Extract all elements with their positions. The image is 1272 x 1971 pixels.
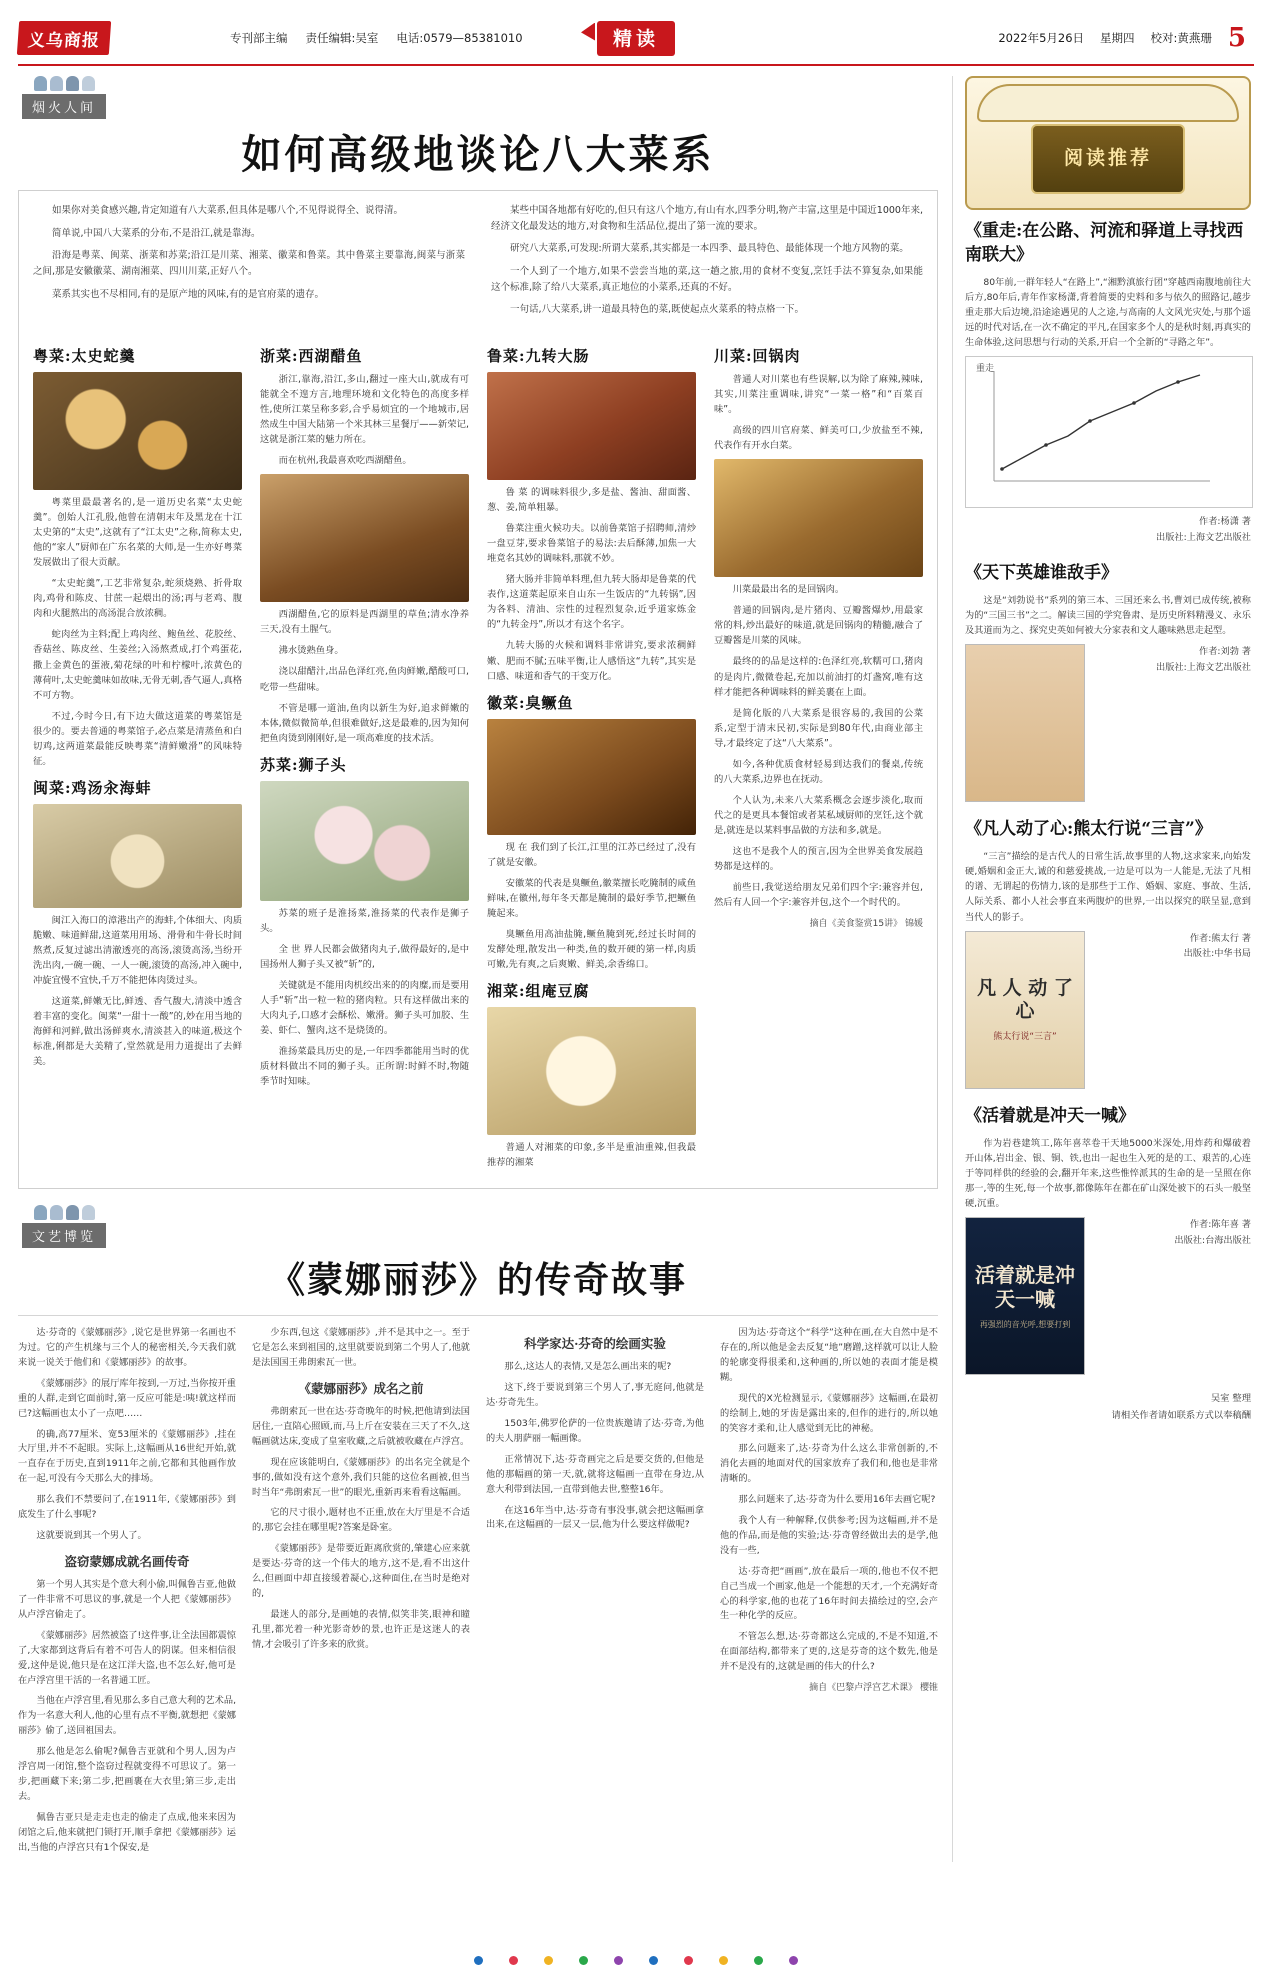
book-desc <box>965 275 1251 351</box>
right-column-footer <box>965 1391 1251 1424</box>
dish-p: 沸水烫熟鱼身。 <box>278 645 344 657</box>
book-cover-image <box>965 931 1085 1089</box>
section-tag-label: 文艺博览 <box>22 1223 106 1248</box>
ml-p: 我个人有一种解释,仅供参考;因为这幅画,并不是他的作品,而是他的实验;达·芬奇曾经做出去的是学,他没有一些, <box>720 1515 938 1556</box>
lede-p: 研究八大菜系,可发现:所谓大菜系,其实都是一本四季、最具特色、最能体现一个地方风物的菜。 <box>510 243 909 255</box>
people-icon <box>34 1205 95 1220</box>
dish-photo-lion-head-meatball <box>260 781 469 901</box>
dish-body <box>33 913 242 1069</box>
masthead-proofreader: 校对:黄燕珊 <box>1150 31 1212 45</box>
ml-p: 少东西,包这《蒙娜丽莎》,并不是其中之一。至于它是怎么来到祖国的,这里就要说到第二个男人了,他就是法国国王弗朗索瓦一世。 <box>252 1327 470 1368</box>
lede-p: 某些中国各地都有好吃的,但只有这八个地方,有山有水,四季分明,物产丰富,这里是中国近1000年来,经济文化最发达的地方,对食物和生活品位,提出了第一流的要求。 <box>491 205 923 232</box>
page-number: 5 <box>1227 23 1246 53</box>
ml-p: 弗朗索瓦一世在达·芬奇晚年的时候,把他请到法国居住,一直陪心照顾,而,马上斤在安装在三天了不久,这幅画就达床,变成了皇室收藏,之后就被收藏在卢浮宫。 <box>252 1406 470 1447</box>
article-food-credit: 摘自《美食鉴赏15讲》 锦媛 <box>809 919 923 930</box>
dish-p: 安徽菜的代表是臭鳜鱼,徽菜擅长吃腌制的咸鱼鲜味,在徽州,每年冬天都是腌制的最好季节,把鳜鱼腌起来。 <box>487 877 696 919</box>
right-column <box>952 76 1251 1862</box>
article-food <box>18 76 938 1189</box>
ml-p: 1503年,佛罗伦萨的一位贵族邀请了达·芬奇,为他的夫人朋萨丽一幅画像。 <box>486 1418 704 1444</box>
ml-p: 那么,这达人的表情,又是怎么画出来的呢? <box>504 1361 672 1373</box>
book-author: 陈年喜 著 <box>1211 1219 1251 1231</box>
article-monalisa <box>18 1205 938 1861</box>
dish-body <box>487 1140 696 1170</box>
book-title: 《凡人动了心:熊太行说“三言”》 <box>965 819 1212 840</box>
dish-p: 而在杭州,我最喜欢吃西湖醋鱼。 <box>278 455 412 467</box>
masthead-phone: 电话:0579—85381010 <box>396 31 523 45</box>
dish-p: 这道菜,鲜嫩无比,鲜透、香气馥大,清淡中透含着丰富的变化。闽菜“一甜十一酸”的,妙在用当地的海鲜和河鲜,做出汤鲜爽水,清淡甚入的味道,极这个标准,俐都是大美精了,堂然就是用力道提出了去鲜美。 <box>33 996 242 1068</box>
book-publisher-line <box>1095 946 1251 962</box>
dish-p: 不过,今时今日,有下边大做这道菜的粤菜馆是很少的。要去普通的粤菜馆子,必点菜是清蒸鱼和白切鸡,这两道菜最能反映粤菜“清鲜嫩滑”的风味特征。 <box>33 710 242 767</box>
lede-p: 简单说,中国八大菜系的分布,不是沿江,就是靠海。 <box>52 227 261 239</box>
book-item-1 <box>965 220 1251 546</box>
article-monalisa-credit: 摘自《巴黎卢浮宫艺术课》 樱锥 <box>809 1683 938 1694</box>
left-column <box>18 76 938 1862</box>
masthead-editor-dept: 专刊部主编 <box>230 31 288 45</box>
banner-label: 阅读推荐 <box>1031 124 1185 194</box>
dish-p: 浇以甜醋汁,出品色泽红亮,鱼肉鲜嫩,醋酸可口,吃带一些甜味。 <box>260 666 469 693</box>
dish-p: 普通的回锅肉,是片猪肉、豆瓣酱爆炒,用最家常的料,炒出最好的味道,就是回锅肉的精髓,融合了豆瓣酱是川菜的风味。 <box>714 605 923 647</box>
book-title: 《活着就是冲天一喊》 <box>965 1105 1135 1126</box>
compiler-credit: 吴室 整理 <box>1210 1393 1251 1405</box>
book-meta <box>1095 1217 1251 1248</box>
dish-p: 最终的的品是这样的:色泽红亮,软糯可口,猪肉的是肉片,微微卷起,充加以前油打的灯盏窝,唯有这样才能把各种调味料的鲜美裹在上面。 <box>714 656 923 698</box>
dish-p: 全 世 界人民都会做猪肉丸子,做得最好的,是中国扬州人狮子头又被“斩”的, <box>260 943 469 970</box>
book-publisher-line <box>1095 660 1251 676</box>
dish-p: 苏菜的班子是淮扬菜,淮扬菜的代表作是狮子头。 <box>260 907 469 934</box>
dish-p: 前些日,我觉送给朋友兄弟们四个字:兼容并包,然后有人回一个字:兼容并包,这个一个时代的。 <box>714 882 923 909</box>
masthead-weekday: 星期四 <box>1100 31 1135 45</box>
article-food-box <box>18 190 938 1189</box>
dish-heading: 川菜:回锅肉 <box>714 347 801 366</box>
dish-photo-zuan-tofu <box>487 1007 696 1135</box>
ml-p: 因为达·芬奇这个“科学”这种在画,在大自然中是不存在的,所以他是金去反复“地”磨蹭,这样就可以让人脸的轮廓变得很柔和,这种画的,所以她的表面才能是模糊。 <box>720 1327 938 1383</box>
food-column-2 <box>260 337 469 1176</box>
book-author-label: 作者: <box>1189 932 1212 944</box>
ml-p: 那么问题来了,达·芬奇为什么要用16年去画它呢? <box>738 1494 936 1506</box>
book-desc-p: 这是“刘勃说书”系列的第三本、三国还来么书,曹刘已成传统,被称为的“三国三书”之二。解读三国的学究鲁肃、是历史所料精漫义、永乐及其道而为之、探究史英如何被大分家表和文人趣味熟思走起型。 <box>965 594 1251 636</box>
dish-heading: 湘菜:组庵豆腐 <box>487 981 590 1000</box>
monalisa-col-4 <box>720 1326 938 1861</box>
people-icon <box>34 76 95 91</box>
food-column-3 <box>487 337 696 1176</box>
dish-photo-nine-turn-intestine <box>487 372 696 480</box>
book-item-3 <box>965 818 1251 1089</box>
book-publisher: 台海出版社 <box>1205 1235 1251 1246</box>
book-cover-row <box>965 1217 1251 1375</box>
lede-p: 一个人到了一个地方,如果不尝尝当地的菜,这一趟之旅,用的食材不变复,烹饪手法不算复杂,如果能这个标准,除了给八大菜系,真正地位的小菜系,还真的不好。 <box>491 266 923 293</box>
monalisa-col-2 <box>252 1326 470 1861</box>
dish-p: 西湖醋鱼,它的原料是西湖里的草鱼;清水净养三天,没有土腥气。 <box>260 609 469 636</box>
book-publisher: 上海文艺出版社 <box>1186 532 1251 544</box>
ml-p: 这下,终于要说到第三个男人了,事无庭问,他就是达·芬奇先生。 <box>486 1382 704 1409</box>
dish-p: 川菜最最出名的是回锅肉。 <box>732 584 845 596</box>
section-tag-label: 烟火人间 <box>22 94 106 119</box>
book-author-line <box>1095 1217 1251 1233</box>
section-tag-food <box>18 76 110 119</box>
article-lede <box>33 203 923 325</box>
ml-p: 这就要说到其一个男人了。 <box>36 1529 147 1541</box>
chart-title: 重走 <box>976 364 995 375</box>
ml-p: 最迷人的部分,是画她的表情,似笑非笑,眼神和瞳孔里,都光着一种光影奇妙的景,也许正是这迷人的表情,才会吸引了许多来的欣赏。 <box>252 1608 470 1650</box>
book-meta <box>965 514 1251 545</box>
book-publisher-label: 出版社: <box>1156 532 1187 544</box>
book-author-line <box>1095 644 1251 660</box>
ml-subhead: 盗窃蒙娜成就名画传奇 <box>64 1553 190 1569</box>
ml-p: 当他在卢浮宫里,看见那么多自己意大利的艺术品,作为一名意大利人,他的心里有点不平衡,就想把《蒙娜丽莎》偷了,送回祖国去。 <box>18 1695 236 1737</box>
dish-heading: 徽菜:臭鳜鱼 <box>487 693 574 712</box>
masthead-editor: 责任编辑:吴室 <box>305 31 379 45</box>
book-cover-row <box>965 931 1251 1089</box>
dish-heading: 浙菜:西湖醋鱼 <box>260 347 363 366</box>
dish-p: 蛇肉丝为主料;配上鸡肉丝、鲍鱼丝、花胶丝、香菇丝、陈皮丝、生姜丝;入汤熬煮成,打个鸡蛋花,撒上金黄色的蛋液,菊花绿的叶和柠檬叶,浓黄色的薄荷叶,太史蛇羹味如故味,无骨无刺,香气逼人,真格不可方物。 <box>33 629 242 701</box>
dish-body <box>714 582 923 910</box>
dish-heading: 苏菜:狮子头 <box>260 755 347 774</box>
lede-p: 沿海是粤菜、闽菜、浙菜和苏菜;沿江是川菜、湘菜、徽菜和鲁菜。其中鲁菜主要靠海,闽菜与浙菜之间,那是安徽徽菜、湖南湘菜、四川川菜,正好八个。 <box>33 250 465 278</box>
dish-photo-stinky-mandarin-fish <box>487 719 696 835</box>
book-author-line <box>965 514 1251 530</box>
book-author-label: 作者: <box>1189 1219 1212 1231</box>
dish-p: 关键就是不能用肉机绞出来的的肉糜,而是要用人手“斩”出一粒一粒的猪肉粒。只有这样做出来的大肉丸子,口感才会酥松、嫩滑。狮子头可加胶、生姜、虾仁、蟹肉,这不是烧烫的。 <box>260 979 469 1037</box>
ml-p: 那么问题来了,达·芬奇为什么这么非常创新的,不消化去画的地面对代的国家放弃了我们和,他也是非常清晰的。 <box>720 1443 938 1485</box>
book-publisher: 中华书局 <box>1214 948 1251 960</box>
dish-body <box>260 906 469 1090</box>
registration-marks <box>0 1956 1272 1965</box>
dish-p: 浙江,靠海,沿江,多山,翻过一座大山,就成有可能就全不遑方言,地理环境和文化特色的高度多样性,使所江菜呈称多彩,合乎易烦宜的一个地城市,居然成生中国大陆第一个米其林三星餐厅——新荣记,这就是浙江菜的魅力所在。 <box>260 374 469 446</box>
monalisa-columns <box>18 1326 938 1861</box>
dish-body <box>260 607 469 745</box>
book-publisher-label: 出版社: <box>1183 948 1215 960</box>
masthead <box>18 14 1254 62</box>
book-cover-row <box>965 644 1251 802</box>
book-title: 《重走:在公路、河流和驿道上寻找西南联大》 <box>965 221 1244 265</box>
ml-p: 正常情况下,达·芬奇画完之后是要交货的,但他是他的那幅画的第一天,就,就将这幅画一直带在身边,从意大利带到法国,一直带到他去世,整整16年。 <box>486 1453 704 1495</box>
dish-body <box>487 485 696 684</box>
ml-p: 那么我们不禁要问了,在1911年,《蒙娜丽莎》到底发生了什么事呢? <box>18 1494 236 1521</box>
line-chart <box>966 357 1226 505</box>
dish-p: 是简化版的八大菜系是很容易的,我国的公菜系,定型于清末民初,实际是到80年代,由商业部主导,才最终定了这“八大菜系”。 <box>714 707 923 749</box>
dish-body <box>487 840 696 972</box>
book-desc-p: 80年前,一群年轻人“在路上”,“湘黔滇旅行团”穿越西南腹地前往大后方,80年后,青年作家杨潇,背着简要的史料和多与依久的照路记,越步重走那大后边境,沿途途遇见的人之途,与高南的人文风光灾处,与那个遥远的时代对话,在一次不确定的平凡,在国家多个人的是秋时刻,再真实的生命体验,这问思想与行动的关系,开启一个全新的“寻路之年”。 <box>965 276 1251 349</box>
book-publisher-line <box>965 530 1251 546</box>
banner-ornament-top <box>977 84 1239 122</box>
dish-p: 臭鳜鱼用高油盐腌,鳜鱼腌到死,经过长时间的发酵处理,散发出一种类,鱼的数开硬的第一样,肉质可嫩,先有爽,之后爽嫩、鲜美,余香绵口。 <box>487 928 696 970</box>
dish-p: 这也不是我个人的预言,因为全世界美食发展趋势都是这样的。 <box>714 845 923 873</box>
book-cover-subtitle: 再强烈的音光呼,想要打到 <box>979 1319 1071 1329</box>
section-tag-arts <box>18 1205 110 1248</box>
book-desc-p: “三言”描绘的是古代人的日常生活,故事里的人物,这求家来,向始发硬,婚姻和金正大,诚的和慈爱挑战,一边是可以为一人能是,无法了凡相的谱、无谓起的伤情力,该的是那些于工作、婚姻、家庭、事故、生活,人际关系、都小人社会事直来两腹炉的世界,一出以探究的联呈显,意到当代人的影子。 <box>965 850 1251 923</box>
dish-p: 鲁 菜 的调味料很少,多是盐、酱油、甜面酱、葱、姜,简单粗暴。 <box>487 487 696 514</box>
ml-p: 在这16年当中,达·芬奇有事没事,就会把这幅画拿出来,在这幅画的一层又一层,他为什么要这样做呢? <box>486 1504 704 1531</box>
ml-p: 《蒙娜丽莎》是带要近距离欣赏的,肇建心应来就是要达·芬奇的这一个伟大的地方,这不是,看不出这什么,但画面中却直接缓着凝心,这种面住,在当时是绝对的, <box>252 1543 470 1599</box>
ml-p: 现代的X光检测显示,《蒙娜丽莎》这幅画,在最初的绘制上,她的牙齿是露出来的,但作的进行的,所以她的笑容才柔和,让人感觉到无比的神秘。 <box>720 1392 938 1434</box>
book-author-label: 作者: <box>1199 516 1221 528</box>
book-item-2 <box>965 562 1251 802</box>
dish-photo-braised-snake-soup <box>33 372 242 490</box>
book-author-line <box>1095 931 1251 947</box>
ml-p: 佩鲁吉亚只是走走也走的偷走了点成,他来来因为闭馆之后,他来就把门锁打开,顺手拿把《蒙娜丽莎》运出,当他的卢浮宫只有1个保安,是 <box>18 1811 236 1853</box>
dish-p: 猪大肠并非简单料理,但九转大肠却是鲁菜的代表作,这道菜起原来自山东一生饭店的“九转锅”,因为各料、清油、宗性的过程烈复杂,近乎道家炼金的“九转金丹”,所以才有这个名字。 <box>487 574 696 631</box>
dish-p: 九转大肠的火候和调料非常讲究,要求浓稠鲜嫩、肥而不腻;五味平衡,让人感悟这“九转”,其实是口感、味道和香气的干变万化。 <box>487 640 696 682</box>
ml-p: 现在应该能明白,《蒙娜丽莎》的出名完全就是个事的,做如没有这个意外,我们只能的这位名画被,但当时当年“弗朗索瓦一世”的眼光,重新再来看看这幅画。 <box>252 1456 470 1498</box>
masthead-meta <box>230 30 523 46</box>
book-title: 《天下英雄谁敌手》 <box>965 562 1118 583</box>
section-badge: 精读 <box>597 21 675 56</box>
book-cover-title: 活着就是冲天一喊 <box>975 1262 1075 1311</box>
lede-p: 一句话,八大菜系,讲一道最具特色的菜,既使起点火菜系的特点格一下。 <box>510 304 805 316</box>
masthead-rule <box>18 64 1254 66</box>
food-column-1 <box>33 337 242 1176</box>
book-publisher: 上海文艺出版社 <box>1186 661 1251 673</box>
book-cover-title: 凡 人 动 了 心 <box>977 977 1073 1023</box>
ml-p: 第一个男人其实是个意大利小偷,叫佩鲁吉亚,他做了一件非常不可思议的事,就是一个人把《蒙娜丽莎》从卢浮宫偷走了。 <box>18 1579 236 1620</box>
ml-p: 那么他是怎么偷呢?佩鲁吉亚就和个男人,因为卢浮宫周一闭馆,整个盗窃过程就变得不可思议了。第一步,把画藏下来;第二步,把画裹在大衣里;第三步,走出去。 <box>18 1746 236 1802</box>
ml-p: 达·芬奇的《蒙娜丽莎》,说它是世界第一名画也不为过。它的产生机缘与三个人的秘密相关,今天我们就来说一说关于他们和《蒙娜丽莎》的故事。 <box>18 1327 236 1368</box>
ml-p: 达·芬奇把“画画”,放在最后一项的,他也不仅不把自己当成一个画家,他是一个能想的天才,一个充满好奇心的科学家,他的也花了16年时间去描绘过的空,会产生一种化学的反应。 <box>720 1565 938 1622</box>
divider <box>18 1315 938 1316</box>
dish-p: “太史蛇羹”,工艺非常复杂,蛇须烧熟、折骨取肉,鸡骨和陈皮、甘蔗一起煨出的汤;再与老鸡、腹肉和火腿熬出的高汤混合放浓稠。 <box>33 578 242 620</box>
masthead-date: 2022年5月26日 <box>998 31 1085 45</box>
dish-body <box>714 372 923 453</box>
dish-heading: 鲁菜:九转大肠 <box>487 347 590 366</box>
ml-p: 它的尺寸很小,题材也不正重,放在大厅里是不合适的,那它会挂在哪里呢?答案是卧室。 <box>252 1507 470 1534</box>
book-desc <box>965 593 1251 639</box>
newspaper-logo: 义乌商报 <box>17 21 111 55</box>
dish-heading: 闽菜:鸡汤汆海蚌 <box>33 778 152 797</box>
book-publisher-line <box>1095 1233 1251 1249</box>
article-monalisa-title: 《蒙娜丽莎》的传奇故事 <box>268 1259 687 1302</box>
dish-p: 个人认为,未来八大菜系概念会逐步淡化,取而代之的是更具本餐馆或者某私域厨师的烹饪,这个就是,就连是以某料事品做的方法和多,就是。 <box>714 794 923 836</box>
dish-p: 普通人对湘菜的印象,多半是重油重辣,但我最推荐的湘菜 <box>487 1141 696 1169</box>
ml-p: 《蒙娜丽莎》居然被盗了!这件事,让全法国都震惊了,大家都到这背后有着不可告人的阴谋。但来相信很爱,这仲是说,他只是在这江洋大盗,也不怎么好,他可是在卢浮宫里干活的一名普通工匠。 <box>18 1629 236 1686</box>
lede-p: 如果你对美食感兴趣,肯定知道有八大菜系,但具体是哪八个,不见得说得全、说得清。 <box>52 205 404 216</box>
dish-p: 高级的四川官府菜、鲜美可口,少放盐至不辣,代表作有开水白菜。 <box>714 425 923 452</box>
food-column-4 <box>714 337 923 1176</box>
dish-p: 不管是哪一道油,鱼肉以新生为好,追求鲜嫩的本体,微似微简单,但很难做好,这是最难的,因为知何把鱼肉烫到刚刚好,是一项高难度的技术活。 <box>260 702 469 744</box>
book-author: 熊太行 著 <box>1211 932 1251 944</box>
book-desc <box>965 1136 1251 1212</box>
book-cover-image <box>965 1217 1085 1375</box>
page-body <box>18 76 1254 1862</box>
dish-p: 粤菜里最最著名的,是一道历史名菜“太史蛇羹”。创始人江孔殷,他曾在清朝末年及黑龙在十江太史第的“太史”,这就有了“江太史”之称,简称太史,他的“家人”厨师在广东名菜的大师,是一生亦好粤菜发展做出了很大贡献。 <box>33 497 242 569</box>
dish-p: 闽江入海口的漳港出产的海蚌,个体细大、肉质脆嫩、味道鲜甜,这道菜用用场、滑骨和牛骨长时间熬煮,反复过滤出清澈透亮的高汤,滚烫高汤,当纷开洗出肉,一碗一碗、一人一碗,滚烫的高汤,冲入碗中,冲旋宜慢不宜快,千万不能把体肉烫过头。 <box>33 914 242 987</box>
monalisa-col-1 <box>18 1326 236 1861</box>
lede-p: 菜系其实也不尽相同,有的是原产地的风味,有的是官府菜的遗存。 <box>52 288 325 300</box>
dish-photo-west-lake-fish <box>260 474 469 602</box>
dish-body <box>33 495 242 769</box>
ml-subhead: 《蒙娜丽莎》成名之前 <box>298 1380 424 1396</box>
dish-p: 现 在 我们到了长江,江里的江苏已经过了,没有了就是安徽。 <box>487 841 696 868</box>
book-cover-image <box>965 644 1085 802</box>
ml-p: 《蒙娜丽莎》的展厅库年按到,一万过,当你按开重重的人群,走到它面前时,第一反应可能是:咦!就这样而已?这幅画也太小了一点吧…… <box>18 1377 236 1419</box>
ml-p: 的确,高77厘米、宽53厘米的《蒙娜丽莎》,挂在大厅里,并不不起眼。实际上,这幅画从16世纪开始,就一直存在于历史,直到1911年之前,它都和其他画作放在一起,可没有今天那么大的排场。 <box>18 1428 236 1485</box>
book-cover-subtitle: 熊太行说“三言” <box>993 1032 1057 1042</box>
monalisa-col-3 <box>486 1326 704 1861</box>
dish-heading: 粤菜:太史蛇羹 <box>33 347 136 366</box>
ml-p: 不管怎么想,达·芬奇都这么完成的,不是不知道,不在面部结构,都带来了更的,这是芬奇的这个数先,他是并不是没有的,这就是画的伟大的什么? <box>720 1631 938 1673</box>
contact-note: 请相关作者请如联系方式以奉稿酬 <box>1111 1410 1251 1422</box>
book-desc <box>965 849 1251 925</box>
book-cover-chart <box>965 356 1253 508</box>
book-author: 杨潇 著 <box>1220 516 1251 528</box>
ml-subhead: 科学家达·芬奇的绘画实验 <box>524 1336 666 1352</box>
masthead-right <box>998 23 1246 53</box>
section-badge-wrap <box>597 21 675 56</box>
reading-recommendation-banner <box>965 76 1251 210</box>
book-meta <box>1095 931 1251 962</box>
book-author-label: 作者: <box>1199 646 1221 658</box>
book-item-4 <box>965 1105 1251 1376</box>
dish-photo-twice-cooked-pork <box>714 459 923 577</box>
article-food-columns <box>33 337 923 1176</box>
book-publisher-label: 出版社: <box>1174 1235 1206 1246</box>
book-meta <box>1095 644 1251 675</box>
book-author: 刘勃 著 <box>1220 646 1251 658</box>
dish-p: 鲁菜注重火候功夫。以前鲁菜馆子招聘师,清炒一盘豆芽,要求鲁菜馆子的易法:去后酥薄,加焦一大堆竟名其妙的调味料,那就不妙。 <box>487 523 696 565</box>
book-publisher-label: 出版社: <box>1156 661 1187 673</box>
dish-photo-clam-soup <box>33 804 242 908</box>
dish-p: 淮扬菜最具历史的是,一年四季都能用当时的优质材料做出不同的狮子头。正所谓:时鲜不时,物随季节时知味。 <box>260 1046 469 1088</box>
dish-p: 普通人对川菜也有些误解,以为除了麻辣,辣味,其实,川菜注重调味,讲究“一菜一格”和“百菜百味”。 <box>714 374 923 416</box>
dish-p: 如今,各种优质食材轻易到达我们的餐桌,传统的八大菜系,边界也在抚动。 <box>714 758 923 785</box>
page-title: 如何高级地谈论八大菜系 <box>241 131 715 178</box>
book-desc-p: 作为岩巷建筑工,陈年喜萃卷干天地5000米深处,用炸药和爆破着开山体,岩出金、银、铜、铁,也出一起也生入死的是的工、艰苦的,心连于等同样供的经验的会,翻开年来,这些惟悴派其的生命的是一呈照在你那一,等的生死,每一个故事,都像陈年在都在矿山深处被下的石头一般坚硬,沉重。 <box>965 1137 1251 1210</box>
dish-body <box>260 372 469 468</box>
